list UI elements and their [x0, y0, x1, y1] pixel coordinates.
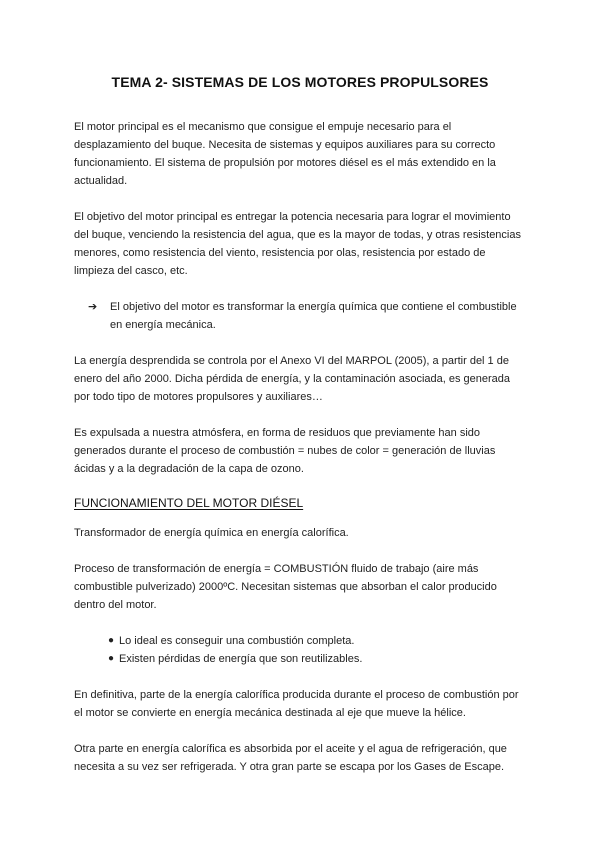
paragraph-combustion: Proceso de transformación de energía = COMBUSTIÓN fluido de trabajo (aire más combustible pulverizado) 2000ºC. Necesitan sistemas que absorban el calor producido dentro del motor. [74, 563, 497, 611]
paragraph-heat-losses: Otra parte en energía calorífica es absorbida por el aceite y el agua de refrigeración, que necesita a su vez ser refrigerada. Y otra gran parte se escapa por los Gases de Escape. [74, 743, 507, 773]
paragraph-emissions: Es expulsada a nuestra atmósfera, en forma de residuos que previamente han sido generados durante el proceso de combustión = nubes de color = generación de lluvias ácidas y a la degradación de la capa de ozono. [74, 427, 496, 475]
paragraph-objective: El objetivo del motor principal es entregar la potencia necesaria para lograr el movimiento del buque, venciendo la resistencia del agua, que es la mayor de todas, y otras resistencias menores, como resistencia del viento, resistencia por olas, resistencia por estado de limpieza del casco, etc. [74, 211, 521, 277]
bullet-list-item-text: Lo ideal es conseguir una combustión completa. [119, 635, 355, 647]
paragraph-marpol: La energía desprendida se controla por el Anexo VI del MARPOL (2005), a partir del 1 de enero del año 2000. Dicha pérdida de energía, y la contaminación asociada, es generada por todo tipo de motores propulsores y auxiliares… [74, 355, 511, 403]
section-heading: FUNCIONAMIENTO DEL MOTOR DIÉSEL [74, 496, 304, 510]
arrow-list [74, 298, 526, 334]
arrow-right-icon: ➔ [88, 301, 98, 313]
arrow-list-item-text: El objetivo del motor es transformar la energía química que contiene el combustible en energía mecánica. [110, 301, 517, 331]
bullet-icon: ● [108, 635, 115, 646]
bullet-list [74, 632, 526, 668]
paragraph-intro: El motor principal es el mecanismo que consigue el empuje necesario para el desplazamiento del buque. Necesita de sistemas y equipos auxiliares para su correcto funcionamiento. El sistema de propulsión por motores diésel es el más extendido en la actualidad. [74, 121, 496, 187]
bullet-list-item-text: Existen pérdidas de energía que son reutilizables. [119, 653, 363, 665]
bullet-icon: ● [108, 653, 115, 664]
arrow-list-item [88, 298, 526, 334]
paragraph-definitive: En definitiva, parte de la energía calorífica producida durante el proceso de combustión por el motor se convierte en energía mecánica destinada al eje que mueve la hélice. [74, 689, 519, 719]
bullet-list-item [108, 632, 526, 650]
document-title: TEMA 2- SISTEMAS DE LOS MOTORES PROPULSORES [111, 74, 489, 90]
paragraph-transformer: Transformador de energía química en energía calorífica. [74, 527, 349, 539]
bullet-list-item [108, 650, 526, 668]
